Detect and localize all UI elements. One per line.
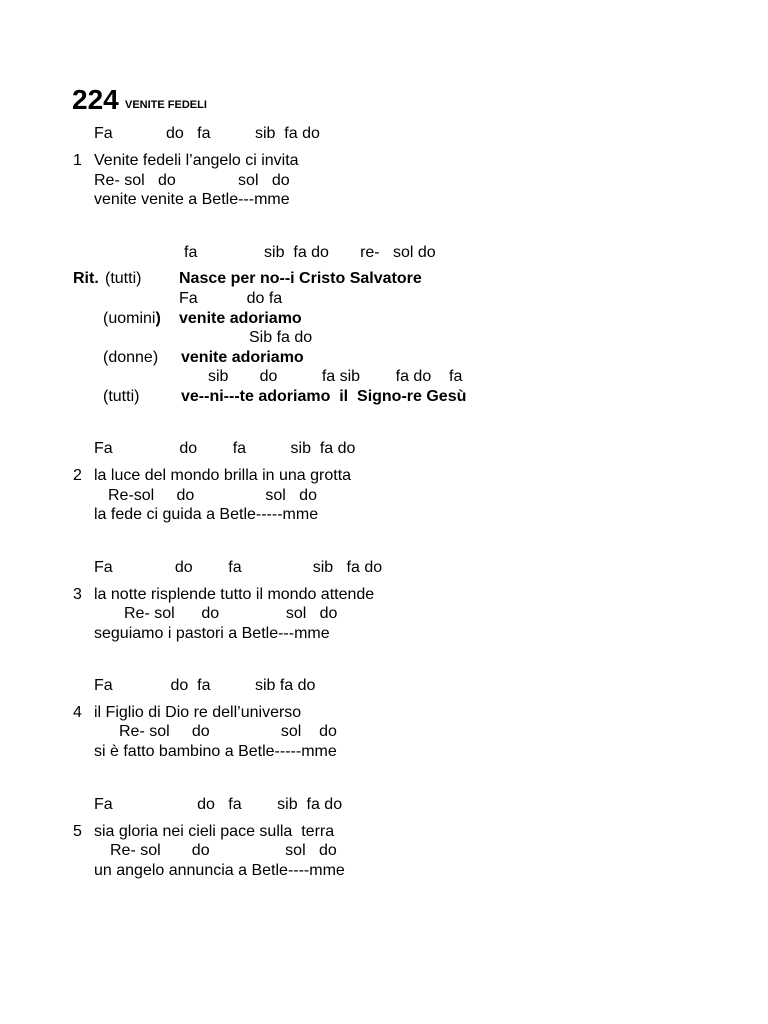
verse-3-chords-1: Fa do fa sib fa do [94,559,383,576]
song-title: VENITE FEDELI [125,99,207,111]
verse-4-number: 4 [73,704,82,721]
refrain-tutti-label: (tutti) [103,388,140,405]
song-number: 224 [72,84,119,115]
verse-1-number: 1 [73,152,82,169]
refrain-donne-label: (donne) [103,349,159,366]
verse-3-lyric-1: la notte risplende tutto il mondo attende [94,586,375,603]
verse-3-lyric-2: seguiamo i pastori a Betle---mme [94,625,330,642]
verse-1-chords-1: Fa do fa sib fa do [94,125,320,142]
verse-3-chords-2: Re- sol do sol do [124,605,338,622]
refrain-label: Rit. [73,270,99,287]
refrain-line-3: venite adoriamo [181,349,304,366]
refrain-uomini-close: ) [155,310,161,327]
refrain-chords-4: sib do fa sib fa do fa [208,368,463,385]
verse-2-chords-1: Fa do fa sib fa do [94,440,356,457]
verse-1-lyric-1: Venite fedeli l’angelo ci invita [94,152,299,169]
verse-2-chords-2: Re-sol do sol do [108,487,317,504]
verse-4-chords-2: Re- sol do sol do [119,723,337,740]
refrain-line-4: ve--ni---te adoriamo il Signo-re Gesù [181,388,467,405]
verse-5-lyric-2: un angelo annuncia a Betle----mme [94,862,345,879]
verse-4-lyric-2: si è fatto bambino a Betle-----mme [94,743,337,760]
verse-4-chords-1: Fa do fa sib fa do [94,677,316,694]
verse-4-lyric-1: il Figlio di Dio re dell’universo [94,704,302,721]
verse-5-lyric-1: sia gloria nei cieli pace sulla terra [94,823,335,840]
verse-2-lyric-2: la fede ci guida a Betle-----mme [94,506,319,523]
refrain-line-2: venite adoriamo [179,310,302,327]
verse-1-lyric-2: venite venite a Betle---mme [94,191,290,208]
verse-5-chords-1: Fa do fa sib fa do [94,796,343,813]
verse-2-number: 2 [73,467,82,484]
verse-2-lyric-1: la luce del mondo brilla in una grotta [94,467,352,484]
verse-1-chords-2: Re- sol do sol do [94,172,290,189]
verse-3-number: 3 [73,586,82,603]
refrain-uomini-text: (uomini [103,310,156,327]
refrain-chords-1: fa sib fa do re- sol do [184,244,436,261]
verse-5-number: 5 [73,823,82,840]
refrain-label-tutti: (tutti) [105,270,142,287]
refrain-uomini-label [103,309,161,328]
verse-5-chords-2: Re- sol do sol do [110,842,337,859]
refrain-chords-3: Sib fa do [249,329,313,346]
refrain-chords-2: Fa do fa [179,290,283,307]
refrain-line-1: Nasce per no--i Cristo Salvatore [179,270,422,287]
